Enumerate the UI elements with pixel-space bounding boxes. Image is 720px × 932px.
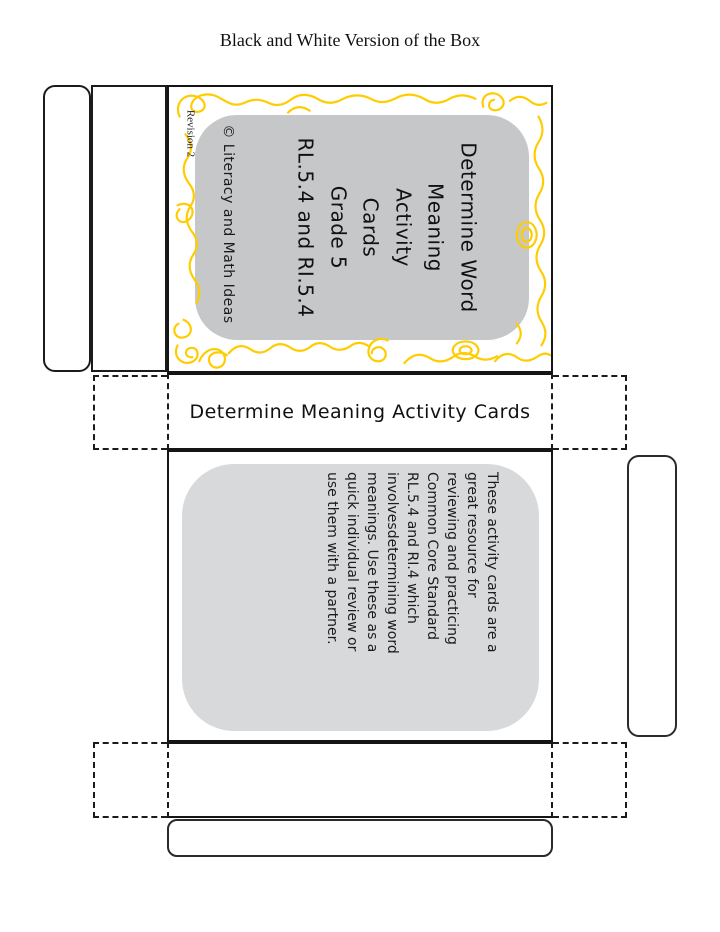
left-glue-flap — [43, 85, 91, 372]
description-line: use them with a partner. — [324, 472, 340, 645]
bottom-glue-flap — [167, 819, 553, 857]
spine-label: Determine Meaning Activity Cards — [189, 400, 531, 423]
description-line: great resource for — [464, 472, 480, 598]
description-line: reviewing and practicing — [444, 472, 460, 645]
box-front-panel — [167, 85, 553, 373]
card-title-line: Activity — [391, 187, 416, 267]
description-text-block — [322, 472, 502, 702]
box-back-panel — [167, 450, 553, 742]
card-title-line: Grade 5 — [326, 185, 351, 269]
description-line: Common Core Standard — [424, 472, 440, 641]
description-line: involvesdetermining word — [384, 472, 400, 654]
revision-note: Revision 2 — [184, 109, 196, 158]
spine-right-fold-tab — [553, 375, 627, 450]
description-line: meanings. Use these as a — [364, 472, 380, 653]
spine-left-fold-tab — [93, 375, 167, 450]
left-side-panel — [91, 85, 167, 372]
bottom-left-fold-tab — [93, 742, 167, 818]
bottom-right-fold-tab — [553, 742, 627, 818]
card-title-line: RL.5.4 and RI.5.4 — [294, 136, 318, 317]
card-title-block — [290, 117, 485, 337]
card-title-line: Cards — [359, 197, 383, 257]
box-spine-strip — [167, 373, 553, 450]
description-line: These activity cards are a — [484, 472, 500, 653]
right-glue-flap — [627, 455, 677, 737]
copyright-note: © Literacy and Math Ideas — [219, 124, 236, 324]
card-title-line: Determine Word — [456, 141, 481, 313]
box-bottom-strip — [167, 742, 553, 818]
page-title: Black and White Version of the Box — [219, 30, 481, 50]
description-line: quick individual review or — [344, 472, 360, 652]
card-title-line: Meaning — [424, 182, 448, 272]
description-line: RL.5.4 and RI.4 which — [404, 472, 420, 624]
